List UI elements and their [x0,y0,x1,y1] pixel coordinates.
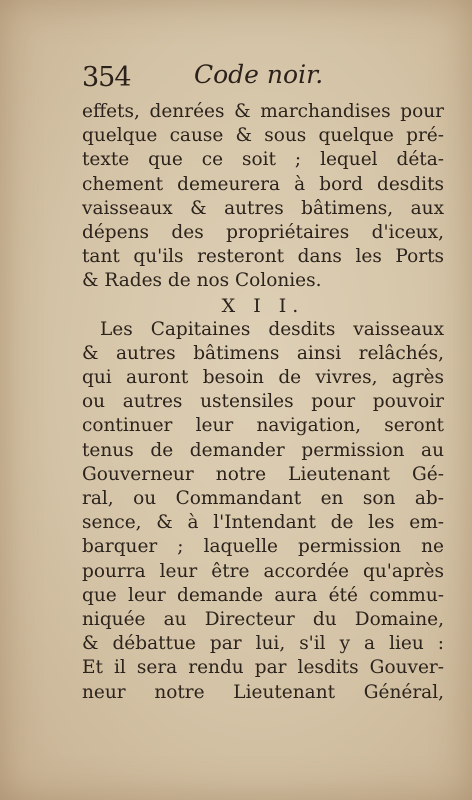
page-number: 354 [82,62,131,93]
text-line: niquée au Directeur du Domaine, [82,608,444,630]
text-line: Et il sera rendu par lesdits Gouver- [82,657,444,679]
text-line: texte que ce soit ; lequel déta- [82,149,444,171]
text-line: vaisseaux & autres bâtimens, aux [82,197,444,219]
text-line: sence, & à l'Intendant de les em- [82,512,444,534]
article-heading: X I I. [221,294,305,317]
text-line: ral, ou Commandant en son ab- [82,488,444,509]
text-line: pourra leur être accordée qu'après [82,560,444,582]
text-line: neur notre Lieutenant Général, [82,681,444,703]
text-line: que leur demande aura été commu- [82,584,444,606]
text-line: ou autres ustensiles pour pouvoir [82,391,444,413]
text-line: & débattue par lui, s'il y a lieu : [82,633,444,655]
text-line: barquer ; laquelle permission ne [82,536,444,558]
body-text [82,100,444,705]
text-line: continuer leur navigation, seront [82,415,444,437]
text-line: Gouverneur notre Lieutenant Gé- [82,463,444,485]
text-line: tant qu'ils resteront dans les Ports [82,246,444,268]
text-line: & Rades de nos Colonies. [82,270,322,292]
text-line: tenus de demander permission au [82,439,444,461]
text-line: Les Capitaines desdits vaisseaux [100,318,444,340]
page-header [82,60,452,96]
text-line: quelque cause & sous quelque pré- [82,125,444,147]
text-line: & autres bâtimens ainsi relâchés, [82,342,444,364]
text-line: qui auront besoin de vivres, agrès [82,367,444,389]
text-line: effets, denrées & marchandises pour [82,101,444,122]
text-line: dépens des propriétaires d'iceux, [82,221,444,243]
running-head: Code noir. [194,60,324,89]
text-line: chement demeurera à bord desdits [82,173,444,195]
